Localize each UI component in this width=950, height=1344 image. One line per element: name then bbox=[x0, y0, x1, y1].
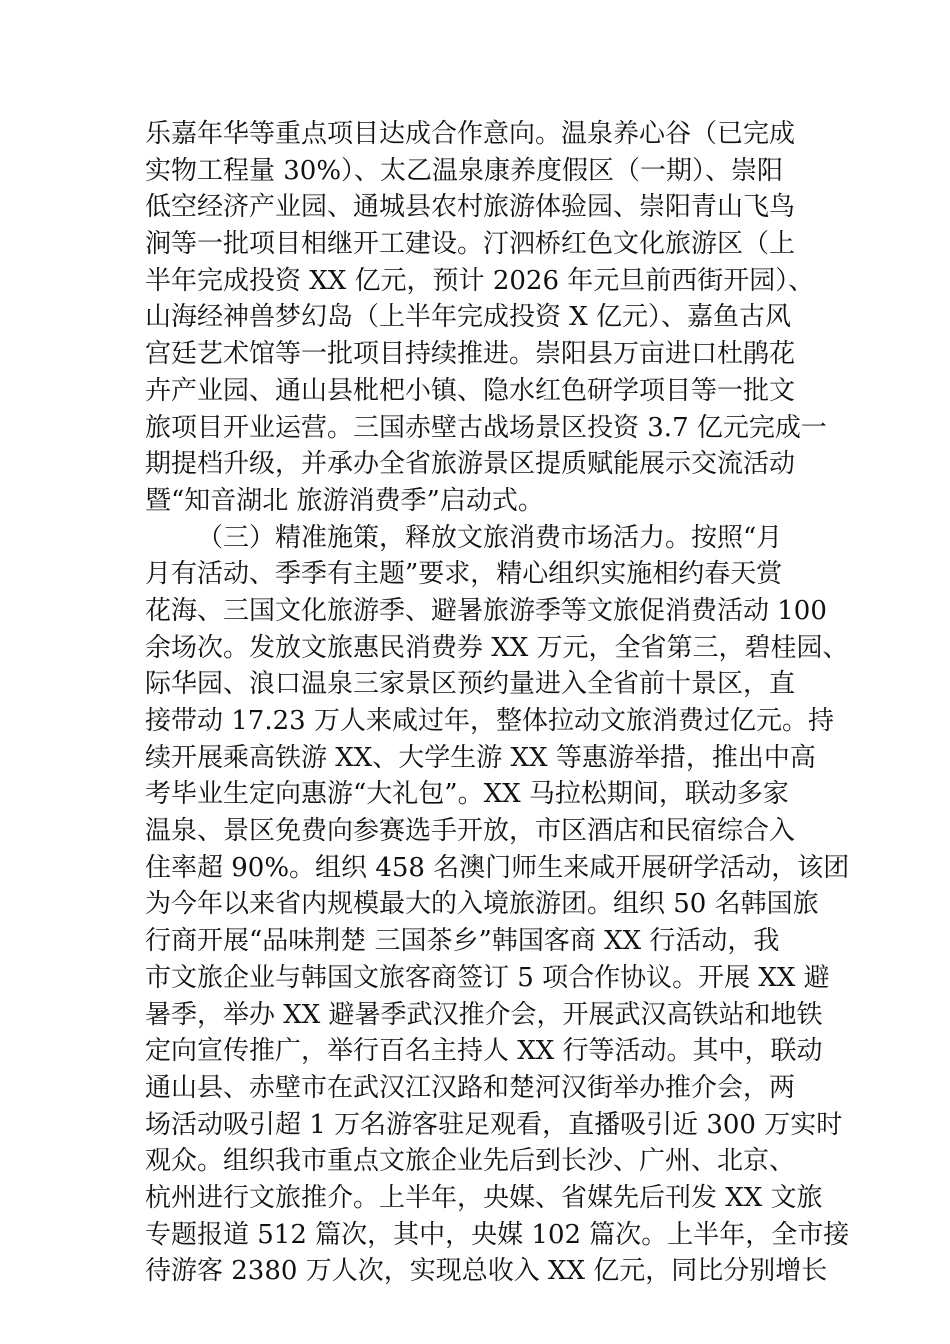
text-line: 杭州进行文旅推介。上半年，央媒、省媒先后刊发 XX 文旅 bbox=[145, 1182, 823, 1213]
text-line: 乐嘉年华等重点项目达成合作意向。温泉养心谷（已完成 bbox=[145, 119, 796, 149]
text-line: 卉产业园、通山县枇杷小镇、隐水红色研学项目等一批文 bbox=[145, 375, 796, 406]
text-line: 花海、三国文化旅游季、避暑旅游季等文旅促消费活动 100 bbox=[145, 595, 827, 626]
text-line: 暨“知音湖北 旅游消费季”启动式。 bbox=[145, 485, 544, 516]
paragraph bbox=[145, 520, 850, 1290]
text-line: 市文旅企业与韩国文旅客商签订 5 项合作协议。开展 XX 避 bbox=[145, 962, 830, 993]
text-line: 温泉、景区免费向参赛选手开放，市区酒店和民宿综合入 bbox=[145, 816, 796, 847]
text-line: 接带动 17.23 万人来咸过年，整体拉动文旅消费过亿元。持 bbox=[145, 706, 834, 736]
text-line: 月有活动、季季有主题”要求，精心组织实施相约春天赏 bbox=[145, 559, 783, 590]
text-line: 期提档升级，并承办全省旅游景区提质赋能展示交流活动 bbox=[145, 449, 796, 480]
text-line: 旅项目开业运营。三国赤壁古战场景区投资 3.7 亿元完成一 bbox=[145, 412, 827, 443]
text-line: 待游客 2380 万人次，实现总收入 XX 亿元，同比分别增长 bbox=[145, 1256, 828, 1287]
text-line: 低空经济产业园、通城县农村旅游体验园、崇阳青山飞鸟 bbox=[145, 192, 796, 223]
text-line: 宫廷艺术馆等一批项目持续推进。崇阳县万亩进口杜鹃花 bbox=[145, 339, 796, 370]
text-line: 通山县、赤壁市在武汉江汉路和楚河汉街举办推介会，两 bbox=[145, 1072, 796, 1103]
text-line: 为今年以来省内规模最大的入境旅游团。组织 50 名韩国旅 bbox=[145, 889, 819, 920]
text-line: 余场次。发放文旅惠民消费券 XX 万元，全省第三，碧桂园、 bbox=[145, 632, 849, 663]
body-text bbox=[145, 116, 850, 1290]
text-line: （三）精准施策，释放文旅消费市场活力。按照“月 bbox=[197, 522, 783, 553]
paragraph bbox=[145, 116, 827, 520]
text-line: 定向宣传推广，举行百名主持人 XX 行等活动。其中，联动 bbox=[145, 1036, 823, 1067]
text-line: 观众。组织我市重点文旅企业先后到长沙、广州、北京、 bbox=[145, 1146, 796, 1177]
text-line: 考毕业生定向惠游“大礼包”。XX 马拉松期间，联动多家 bbox=[145, 779, 789, 810]
text-line: 际华园、浪口温泉三家景区预约量进入全省前十景区，直 bbox=[145, 669, 796, 700]
text-line: 行商开展“品味荆楚 三国茶乡”韩国客商 XX 行活动，我 bbox=[145, 926, 780, 957]
text-line: 实物工程量 30%）、太乙温泉康养度假区（一期）、崇阳 bbox=[145, 155, 784, 186]
text-line: 住率超 90%。组织 458 名澳门师生来咸开展研学活动，该团 bbox=[145, 852, 850, 883]
text-line: 续开展乘高铁游 XX、大学生游 XX 等惠游举措，推出中高 bbox=[145, 742, 816, 773]
text-line: 暑季，举办 XX 避暑季武汉推介会，开展武汉高铁站和地铁 bbox=[145, 999, 823, 1030]
text-line: 专题报道 512 篇次，其中，央媒 102 篇次。上半年，全市接 bbox=[145, 1219, 850, 1250]
text-line: 半年完成投资 XX 亿元，预计 2026 年元旦前西街开园）、 bbox=[145, 265, 815, 296]
text-line: 场活动吸引超 1 万名游客驻足观看，直播吸引近 300 万实时 bbox=[145, 1109, 843, 1140]
text-line: 涧等一批项目相继开工建设。汀泗桥红色文化旅游区（上 bbox=[145, 229, 796, 260]
text-line: 山海经神兽梦幻岛（上半年完成投资 X 亿元）、嘉鱼古风 bbox=[145, 302, 792, 333]
